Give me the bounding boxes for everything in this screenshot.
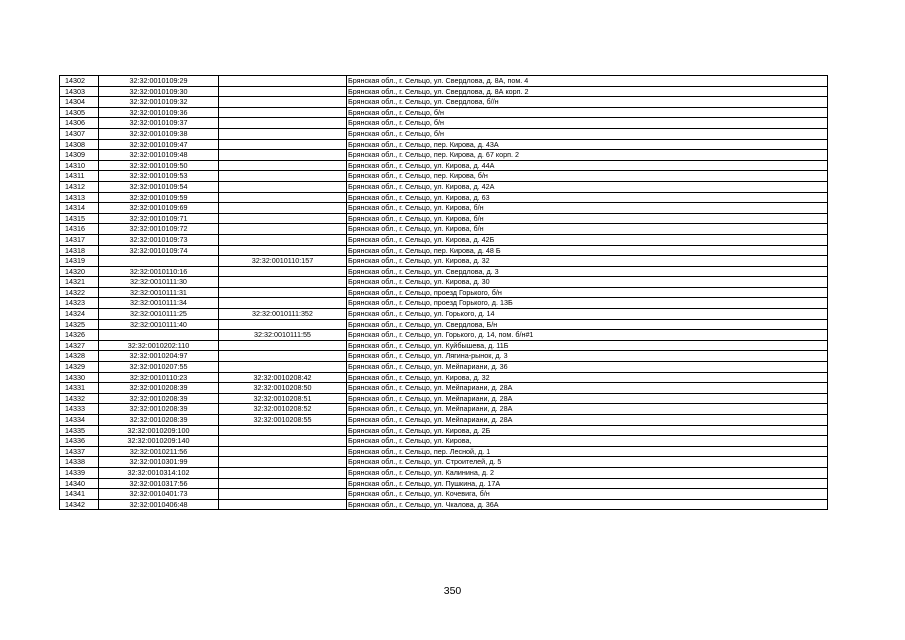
row-number-cell: 14341	[60, 489, 99, 500]
row-number-cell: 14339	[60, 467, 99, 478]
table-row	[60, 330, 828, 341]
address-cell: Брянская обл., г. Сельцо, б/н	[347, 107, 828, 118]
linked-cadastral-number-cell: 32:32:0010208:52	[219, 404, 347, 415]
address-cell: Брянская обл., г. Сельцо, ул. Кочевига, б/н	[347, 489, 828, 500]
row-number-cell: 14317	[60, 234, 99, 245]
page-number: 350	[443, 585, 462, 597]
row-number-cell: 14335	[60, 425, 99, 436]
linked-cadastral-number-cell	[219, 457, 347, 468]
table-row	[60, 128, 828, 139]
address-cell: Брянская обл., г. Сельцо, ул. Кирова, д. 2Б	[347, 425, 828, 436]
row-number-cell: 14302	[60, 76, 99, 87]
row-number-cell: 14314	[60, 203, 99, 214]
table-row	[60, 256, 828, 267]
linked-cadastral-number-cell	[219, 139, 347, 150]
cadastral-number-cell	[99, 330, 219, 341]
cadastral-number-cell: 32:32:0010207:55	[99, 362, 219, 373]
cadastral-number-cell: 32:32:0010109:74	[99, 245, 219, 256]
address-cell: Брянская обл., г. Сельцо, ул. Лягина-рынок, д. 3	[347, 351, 828, 362]
linked-cadastral-number-cell	[219, 171, 347, 182]
cadastral-number-cell: 32:32:0010111:30	[99, 277, 219, 288]
row-number-cell: 14330	[60, 372, 99, 383]
cadastral-number-cell: 32:32:0010314:102	[99, 467, 219, 478]
linked-cadastral-number-cell	[219, 277, 347, 288]
table-row	[60, 171, 828, 182]
address-cell: Брянская обл., г. Сельцо, б/н	[347, 118, 828, 129]
linked-cadastral-number-cell	[219, 499, 347, 510]
table-row	[60, 287, 828, 298]
row-number-cell: 14310	[60, 160, 99, 171]
address-cell: Брянская обл., г. Сельцо, ул. Свердлова, Б/н	[347, 319, 828, 330]
linked-cadastral-number-cell	[219, 192, 347, 203]
address-cell: Брянская обл., г. Сельцо, ул. Кирова, б/н	[347, 203, 828, 214]
address-cell: Брянская обл., г. Сельцо, пер. Кирова, д. 43А	[347, 139, 828, 150]
address-cell: Брянская обл., г. Сельцо, проезд Горького, д. 13Б	[347, 298, 828, 309]
row-number-cell: 14309	[60, 150, 99, 161]
address-cell: Брянская обл., г. Сельцо, ул. Кирова, д. 32	[347, 256, 828, 267]
cadastral-number-cell: 32:32:0010109:48	[99, 150, 219, 161]
address-cell: Брянская обл., г. Сельцо, ул. Чкалова, д. 36А	[347, 499, 828, 510]
cadastral-number-cell: 32:32:0010109:29	[99, 76, 219, 87]
address-cell: Брянская обл., г. Сельцо, пер. Кирова, б/н	[347, 171, 828, 182]
row-number-cell: 14316	[60, 224, 99, 235]
linked-cadastral-number-cell	[219, 160, 347, 171]
row-number-cell: 14322	[60, 287, 99, 298]
linked-cadastral-number-cell	[219, 224, 347, 235]
table-row	[60, 340, 828, 351]
linked-cadastral-number-cell: 32:32:0010208:42	[219, 372, 347, 383]
table-row	[60, 362, 828, 373]
cadastral-number-cell: 32:32:0010109:36	[99, 107, 219, 118]
linked-cadastral-number-cell	[219, 245, 347, 256]
row-number-cell: 14331	[60, 383, 99, 394]
table-row	[60, 245, 828, 256]
cadastral-number-cell: 32:32:0010109:72	[99, 224, 219, 235]
row-number-cell: 14303	[60, 86, 99, 97]
table-row	[60, 457, 828, 468]
cadastral-number-cell: 32:32:0010109:30	[99, 86, 219, 97]
table-row	[60, 298, 828, 309]
cadastral-number-cell: 32:32:0010109:59	[99, 192, 219, 203]
linked-cadastral-number-cell: 32:32:0010208:50	[219, 383, 347, 394]
table-row	[60, 139, 828, 150]
linked-cadastral-number-cell	[219, 118, 347, 129]
row-number-cell: 14327	[60, 340, 99, 351]
linked-cadastral-number-cell	[219, 319, 347, 330]
table-row	[60, 224, 828, 235]
table-row	[60, 266, 828, 277]
table-row	[60, 436, 828, 447]
cadastral-number-cell: 32:32:0010209:100	[99, 425, 219, 436]
table-row	[60, 415, 828, 426]
table-row	[60, 97, 828, 108]
address-cell: Брянская обл., г. Сельцо, проезд Горького, б/н	[347, 287, 828, 298]
address-cell: Брянская обл., г. Сельцо, ул. Кирова, д. 63	[347, 192, 828, 203]
row-number-cell: 14326	[60, 330, 99, 341]
cadastral-number-cell: 32:32:0010109:73	[99, 234, 219, 245]
table-row	[60, 425, 828, 436]
linked-cadastral-number-cell	[219, 97, 347, 108]
linked-cadastral-number-cell	[219, 107, 347, 118]
cadastral-number-cell: 32:32:0010111:31	[99, 287, 219, 298]
row-number-cell: 14332	[60, 393, 99, 404]
linked-cadastral-number-cell	[219, 425, 347, 436]
row-number-cell: 14318	[60, 245, 99, 256]
address-cell: Брянская обл., г. Сельцо, б/н	[347, 128, 828, 139]
address-cell: Брянская обл., г. Сельцо, ул. Кирова, б/н	[347, 213, 828, 224]
linked-cadastral-number-cell	[219, 467, 347, 478]
linked-cadastral-number-cell	[219, 203, 347, 214]
address-cell: Брянская обл., г. Сельцо, ул. Свердлова, д. 8А, пом. 4	[347, 76, 828, 87]
table-row	[60, 351, 828, 362]
row-number-cell: 14323	[60, 298, 99, 309]
row-number-cell: 14319	[60, 256, 99, 267]
table-row	[60, 478, 828, 489]
row-number-cell: 14312	[60, 181, 99, 192]
linked-cadastral-number-cell	[219, 478, 347, 489]
cadastral-number-cell: 32:32:0010208:39	[99, 415, 219, 426]
table-row	[60, 181, 828, 192]
linked-cadastral-number-cell: 32:32:0010208:55	[219, 415, 347, 426]
table-row	[60, 404, 828, 415]
cadastral-number-cell: 32:32:0010202:110	[99, 340, 219, 351]
row-number-cell: 14304	[60, 97, 99, 108]
row-number-cell: 14308	[60, 139, 99, 150]
table-row	[60, 277, 828, 288]
table-row	[60, 467, 828, 478]
row-number-cell: 14336	[60, 436, 99, 447]
row-number-cell: 14337	[60, 446, 99, 457]
cadastral-number-cell: 32:32:0010110:16	[99, 266, 219, 277]
cadastral-number-cell: 32:32:0010208:39	[99, 404, 219, 415]
cadastral-number-cell: 32:32:0010209:140	[99, 436, 219, 447]
table-row	[60, 372, 828, 383]
address-cell: Брянская обл., г. Сельцо, ул. Горького, д. 14	[347, 309, 828, 320]
address-cell: Брянская обл., г. Сельцо, ул. Куйбышева, д. 11Б	[347, 340, 828, 351]
row-number-cell: 14320	[60, 266, 99, 277]
address-cell: Брянская обл., г. Сельцо, ул. Пушкина, д. 17А	[347, 478, 828, 489]
address-cell: Брянская обл., г. Сельцо, ул. Кирова, б/н	[347, 224, 828, 235]
cadastral-number-cell: 32:32:0010208:39	[99, 393, 219, 404]
cadastral-number-cell: 32:32:0010109:32	[99, 97, 219, 108]
table-row	[60, 446, 828, 457]
row-number-cell: 14329	[60, 362, 99, 373]
address-cell: Брянская обл., г. Сельцо, ул. Горького, д. 14, пом. б/н#1	[347, 330, 828, 341]
table-row	[60, 234, 828, 245]
row-number-cell: 14325	[60, 319, 99, 330]
table-row	[60, 107, 828, 118]
registry-table	[59, 75, 828, 510]
linked-cadastral-number-cell	[219, 287, 347, 298]
address-cell: Брянская обл., г. Сельцо, пер. Кирова, д. 67 корп. 2	[347, 150, 828, 161]
address-cell: Брянская обл., г. Сельцо, пер. Кирова, д. 48 Б	[347, 245, 828, 256]
cadastral-number-cell: 32:32:0010109:47	[99, 139, 219, 150]
table-row	[60, 86, 828, 97]
linked-cadastral-number-cell	[219, 128, 347, 139]
table-row	[60, 319, 828, 330]
registry-table-body	[60, 76, 828, 510]
cadastral-number-cell: 32:32:0010301:99	[99, 457, 219, 468]
linked-cadastral-number-cell	[219, 266, 347, 277]
row-number-cell: 14324	[60, 309, 99, 320]
cadastral-number-cell: 32:32:0010111:25	[99, 309, 219, 320]
cadastral-number-cell: 32:32:0010109:50	[99, 160, 219, 171]
row-number-cell: 14340	[60, 478, 99, 489]
address-cell: Брянская обл., г. Сельцо, ул. Мейпариани, д. 28А	[347, 383, 828, 394]
linked-cadastral-number-cell	[219, 150, 347, 161]
cadastral-number-cell: 32:32:0010401:73	[99, 489, 219, 500]
linked-cadastral-number-cell	[219, 446, 347, 457]
table-row	[60, 160, 828, 171]
address-cell: Брянская обл., г. Сельцо, ул. Мейпариани, д. 36	[347, 362, 828, 373]
table-row	[60, 309, 828, 320]
address-cell: Брянская обл., г. Сельцо, ул. Кирова, д. 42Б	[347, 234, 828, 245]
row-number-cell: 14313	[60, 192, 99, 203]
cadastral-number-cell: 32:32:0010109:53	[99, 171, 219, 182]
cadastral-number-cell: 32:32:0010111:40	[99, 319, 219, 330]
table-row	[60, 118, 828, 129]
address-cell: Брянская обл., г. Сельцо, ул. Мейпариани, д. 28А	[347, 393, 828, 404]
address-cell: Брянская обл., г. Сельцо, ул. Свердлова, б//н	[347, 97, 828, 108]
linked-cadastral-number-cell: 32:32:0010111:352	[219, 309, 347, 320]
table-row	[60, 150, 828, 161]
address-cell: Брянская обл., г. Сельцо, ул. Мейпариани, д. 28А	[347, 415, 828, 426]
table-row	[60, 192, 828, 203]
table-row	[60, 203, 828, 214]
row-number-cell: 14338	[60, 457, 99, 468]
address-cell: Брянская обл., г. Сельцо, ул. Мейпариани, д. 28А	[347, 404, 828, 415]
row-number-cell: 14307	[60, 128, 99, 139]
address-cell: Брянская обл., г. Сельцо, ул. Калинина, д. 2	[347, 467, 828, 478]
cadastral-number-cell: 32:32:0010109:71	[99, 213, 219, 224]
table-row	[60, 76, 828, 87]
cadastral-number-cell: 32:32:0010109:37	[99, 118, 219, 129]
cadastral-number-cell: 32:32:0010110:23	[99, 372, 219, 383]
linked-cadastral-number-cell	[219, 351, 347, 362]
row-number-cell: 14305	[60, 107, 99, 118]
table-row	[60, 383, 828, 394]
cadastral-number-cell: 32:32:0010211:56	[99, 446, 219, 457]
table-row	[60, 489, 828, 500]
address-cell: Брянская обл., г. Сельцо, пер. Лесной, д. 1	[347, 446, 828, 457]
linked-cadastral-number-cell	[219, 86, 347, 97]
row-number-cell: 14334	[60, 415, 99, 426]
address-cell: Брянская обл., г. Сельцо, ул. Кирова,	[347, 436, 828, 447]
cadastral-number-cell: 32:32:0010406:48	[99, 499, 219, 510]
cadastral-number-cell: 32:32:0010109:69	[99, 203, 219, 214]
table-row	[60, 393, 828, 404]
cadastral-number-cell: 32:32:0010109:54	[99, 181, 219, 192]
address-cell: Брянская обл., г. Сельцо, ул. Кирова, д. 44А	[347, 160, 828, 171]
linked-cadastral-number-cell	[219, 362, 347, 373]
row-number-cell: 14311	[60, 171, 99, 182]
linked-cadastral-number-cell	[219, 340, 347, 351]
linked-cadastral-number-cell: 32:32:0010111:55	[219, 330, 347, 341]
address-cell: Брянская обл., г. Сельцо, ул. Кирова, д. 42А	[347, 181, 828, 192]
cadastral-number-cell: 32:32:0010317:56	[99, 478, 219, 489]
linked-cadastral-number-cell	[219, 76, 347, 87]
address-cell: Брянская обл., г. Сельцо, ул. Свердлова, д. 3	[347, 266, 828, 277]
linked-cadastral-number-cell	[219, 234, 347, 245]
cadastral-number-cell: 32:32:0010109:38	[99, 128, 219, 139]
row-number-cell: 14315	[60, 213, 99, 224]
cadastral-number-cell	[99, 256, 219, 267]
linked-cadastral-number-cell	[219, 489, 347, 500]
row-number-cell: 14321	[60, 277, 99, 288]
row-number-cell: 14333	[60, 404, 99, 415]
linked-cadastral-number-cell	[219, 213, 347, 224]
linked-cadastral-number-cell	[219, 436, 347, 447]
cadastral-number-cell: 32:32:0010208:39	[99, 383, 219, 394]
table-row	[60, 499, 828, 510]
cadastral-number-cell: 32:32:0010111:34	[99, 298, 219, 309]
linked-cadastral-number-cell	[219, 181, 347, 192]
address-cell: Брянская обл., г. Сельцо, ул. Строителей, д. 5	[347, 457, 828, 468]
address-cell: Брянская обл., г. Сельцо, ул. Кирова, д. 32	[347, 372, 828, 383]
address-cell: Брянская обл., г. Сельцо, ул. Кирова, д. 30	[347, 277, 828, 288]
linked-cadastral-number-cell: 32:32:0010110:157	[219, 256, 347, 267]
row-number-cell: 14328	[60, 351, 99, 362]
address-cell: Брянская обл., г. Сельцо, ул. Свердлова, д. 8А корп. 2	[347, 86, 828, 97]
row-number-cell: 14306	[60, 118, 99, 129]
linked-cadastral-number-cell	[219, 298, 347, 309]
row-number-cell: 14342	[60, 499, 99, 510]
table-row	[60, 213, 828, 224]
linked-cadastral-number-cell: 32:32:0010208:51	[219, 393, 347, 404]
cadastral-number-cell: 32:32:0010204:97	[99, 351, 219, 362]
